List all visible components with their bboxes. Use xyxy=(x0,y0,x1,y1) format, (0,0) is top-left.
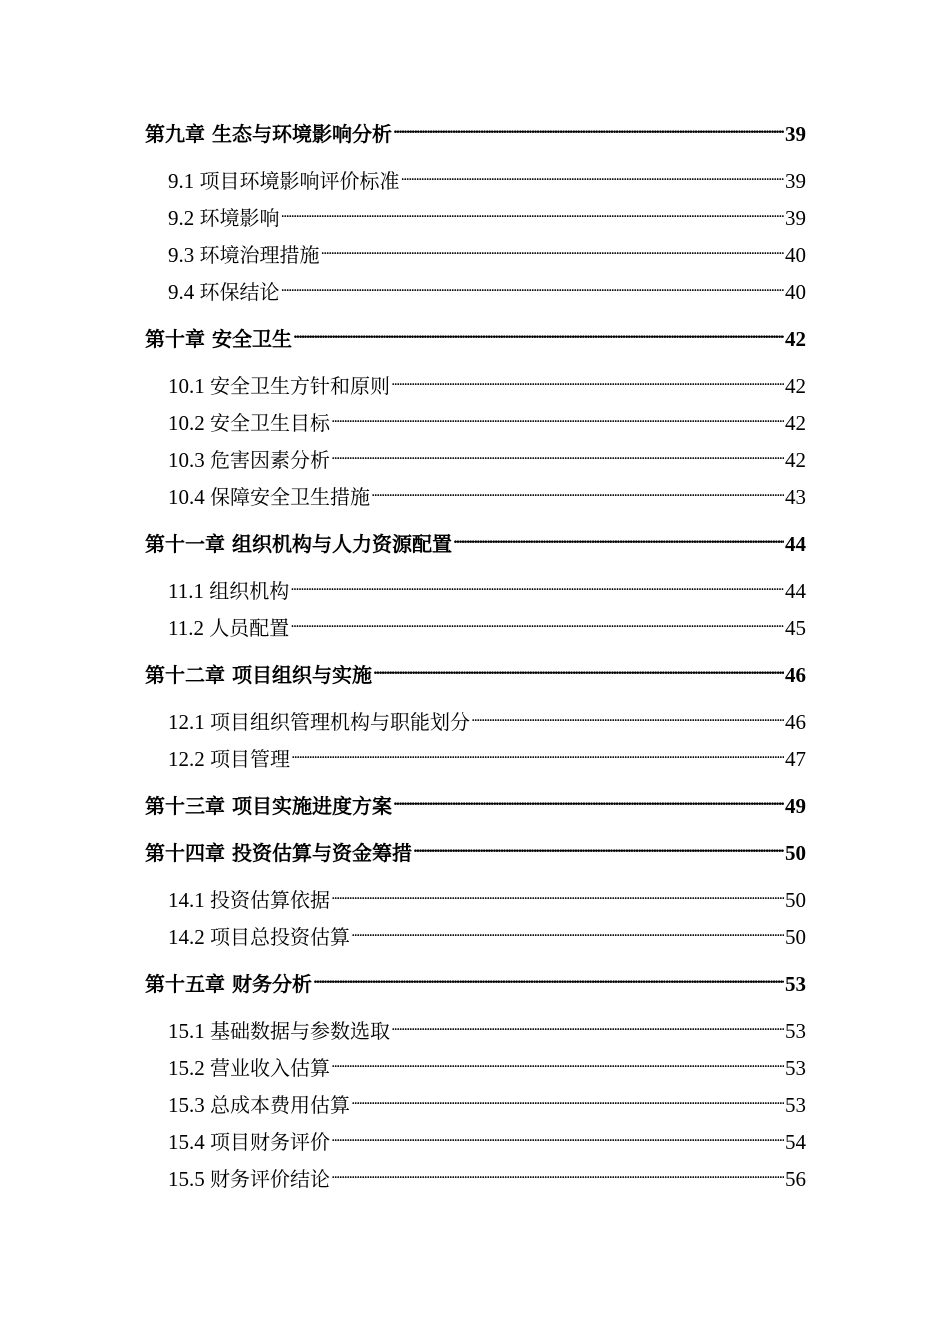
toc-section-title: 安全卫生方针和原则 xyxy=(210,374,390,398)
toc-chapter-entry[interactable] xyxy=(145,834,806,865)
toc-section-title: 环境影响 xyxy=(199,206,280,230)
toc-chapter-entry[interactable] xyxy=(145,656,806,687)
toc-section-title: 项目财务评价 xyxy=(210,1130,330,1154)
toc-page-number: 43 xyxy=(785,485,806,509)
toc-entry-title: 第十三章 项目实施进度方案 xyxy=(145,794,392,818)
toc-section-entry[interactable] xyxy=(145,441,806,472)
toc-page-number: 50 xyxy=(785,841,806,865)
toc-section-number: 14.1 xyxy=(168,888,210,912)
toc-section-number: 11.2 xyxy=(168,616,210,640)
toc-chapter-entry[interactable] xyxy=(145,787,806,818)
toc-section-title: 项目总投资估算 xyxy=(210,925,350,949)
toc-section-number: 15.3 xyxy=(168,1093,210,1117)
toc-section-number: 15.5 xyxy=(168,1167,210,1191)
toc-page-number: 46 xyxy=(785,663,806,687)
toc-section-title: 保障安全卫生措施 xyxy=(210,485,370,509)
toc-entry-title xyxy=(168,410,330,436)
toc-section-number: 10.3 xyxy=(168,448,210,472)
toc-section-entry[interactable] xyxy=(145,1160,806,1191)
toc-page-number: 46 xyxy=(785,710,806,734)
toc-entry-title: 第九章 生态与环境影响分析 xyxy=(145,122,392,146)
toc-section-entry[interactable] xyxy=(145,1012,806,1043)
toc-section-entry[interactable] xyxy=(145,478,806,509)
toc-dot-leader xyxy=(320,236,785,262)
toc-dot-leader xyxy=(392,787,784,813)
toc-entry-title xyxy=(168,168,400,194)
toc-section-title: 营业收入估算 xyxy=(210,1056,330,1080)
toc-dot-leader xyxy=(372,656,784,682)
toc-dot-leader xyxy=(452,525,784,551)
toc-dot-leader xyxy=(292,320,784,346)
toc-section-number: 9.3 xyxy=(168,243,200,267)
toc-page-number: 53 xyxy=(785,1019,806,1043)
toc-dot-leader xyxy=(280,273,785,299)
toc-dot-leader xyxy=(370,478,784,504)
toc-page-number: 42 xyxy=(785,374,806,398)
toc-entry-title xyxy=(168,242,320,268)
toc-page-number: 44 xyxy=(785,579,806,603)
toc-dot-leader xyxy=(330,1123,784,1149)
toc-section-title: 环境治理措施 xyxy=(199,243,320,267)
toc-section-entry[interactable] xyxy=(145,572,806,603)
toc-dot-leader xyxy=(330,404,784,430)
toc-dot-leader xyxy=(330,1160,784,1186)
toc-page-number: 42 xyxy=(785,448,806,472)
toc-section-number: 9.4 xyxy=(168,280,200,304)
toc-section-title: 基础数据与参数选取 xyxy=(210,1019,390,1043)
toc-entry-title: 第十章 安全卫生 xyxy=(145,327,292,351)
toc-chapter-entry[interactable] xyxy=(145,525,806,556)
toc-section-entry[interactable] xyxy=(145,367,806,398)
toc-page-number: 42 xyxy=(785,411,806,435)
toc-section-number: 15.2 xyxy=(168,1056,210,1080)
toc-entry-title xyxy=(168,484,370,510)
toc-section-entry[interactable] xyxy=(145,236,806,267)
toc-page-number: 50 xyxy=(785,888,806,912)
toc-entry-title xyxy=(168,373,390,399)
toc-section-entry[interactable] xyxy=(145,740,806,771)
toc-entry-title xyxy=(168,1092,350,1118)
toc-page-number: 54 xyxy=(785,1130,806,1154)
toc-section-number: 12.2 xyxy=(168,747,210,771)
toc-entry-title xyxy=(168,1166,330,1192)
toc-dot-leader xyxy=(390,367,784,393)
toc-entry-title xyxy=(168,1129,330,1155)
toc-section-title: 项目环境影响评价标准 xyxy=(199,169,400,193)
toc-page-number: 53 xyxy=(785,1093,806,1117)
toc-section-title: 财务评价结论 xyxy=(210,1167,330,1191)
toc-page-number: 50 xyxy=(785,925,806,949)
toc-section-entry[interactable] xyxy=(145,162,806,193)
toc-section-entry[interactable] xyxy=(145,1086,806,1117)
toc-section-entry[interactable] xyxy=(145,881,806,912)
toc-entry-title xyxy=(168,205,280,231)
toc-dot-leader xyxy=(330,441,784,467)
toc-section-entry[interactable] xyxy=(145,1049,806,1080)
toc-section-number: 12.1 xyxy=(168,710,210,734)
toc-section-number: 10.1 xyxy=(168,374,210,398)
toc-dot-leader xyxy=(280,199,785,225)
toc-section-number: 11.1 xyxy=(168,579,210,603)
toc-section-number: 15.4 xyxy=(168,1130,210,1154)
toc-section-title: 组织机构 xyxy=(209,579,290,603)
toc-section-number: 15.1 xyxy=(168,1019,210,1043)
toc-dot-leader xyxy=(289,572,784,598)
toc-page-number: 42 xyxy=(785,327,806,351)
toc-chapter-entry[interactable] xyxy=(145,320,806,351)
toc-entry-title xyxy=(168,887,330,913)
toc-chapter-entry[interactable] xyxy=(145,115,806,146)
toc-dot-leader xyxy=(412,834,784,860)
toc-section-number: 9.1 xyxy=(168,169,200,193)
toc-page-number: 39 xyxy=(785,122,806,146)
toc-section-number: 14.2 xyxy=(168,925,210,949)
toc-entry-title: 第十二章 项目组织与实施 xyxy=(145,663,372,687)
toc-page-number: 39 xyxy=(785,206,806,230)
toc-section-entry[interactable] xyxy=(145,1123,806,1154)
toc-chapter-entry[interactable] xyxy=(145,965,806,996)
toc-page-number: 56 xyxy=(785,1167,806,1191)
toc-section-entry[interactable] xyxy=(145,703,806,734)
toc-page-number: 47 xyxy=(785,747,806,771)
toc-page-number: 53 xyxy=(785,1056,806,1080)
toc-section-entry[interactable] xyxy=(145,404,806,435)
toc-section-title: 安全卫生目标 xyxy=(210,411,330,435)
toc-section-number: 10.4 xyxy=(168,485,210,509)
table-of-contents xyxy=(145,115,806,1207)
toc-section-title: 项目管理 xyxy=(210,747,290,771)
toc-entry-title xyxy=(168,1055,330,1081)
toc-entry-title xyxy=(168,578,289,604)
toc-entry-title xyxy=(168,924,350,950)
toc-section-title: 投资估算依据 xyxy=(210,888,330,912)
toc-entry-title: 第十四章 投资估算与资金筹措 xyxy=(145,841,412,865)
toc-entry-title xyxy=(168,1018,390,1044)
toc-dot-leader xyxy=(330,1049,784,1075)
toc-section-number: 9.2 xyxy=(168,206,200,230)
toc-dot-leader xyxy=(330,881,784,907)
toc-page-number: 45 xyxy=(785,616,806,640)
toc-page-number: 53 xyxy=(785,972,806,996)
toc-entry-title xyxy=(168,279,280,305)
toc-section-entry[interactable] xyxy=(145,273,806,304)
toc-section-title: 环保结论 xyxy=(199,280,280,304)
toc-entry-title xyxy=(168,447,330,473)
toc-entry-title xyxy=(168,709,470,735)
toc-section-entry[interactable] xyxy=(145,918,806,949)
toc-dot-leader xyxy=(392,115,784,141)
toc-section-entry[interactable] xyxy=(145,199,806,230)
toc-section-title: 项目组织管理机构与职能划分 xyxy=(210,710,470,734)
toc-page-number: 44 xyxy=(785,532,806,556)
toc-dot-leader xyxy=(470,703,784,729)
toc-dot-leader xyxy=(390,1012,784,1038)
toc-section-number: 10.2 xyxy=(168,411,210,435)
toc-section-entry[interactable] xyxy=(145,609,806,640)
toc-section-title: 人员配置 xyxy=(209,616,290,640)
toc-dot-leader xyxy=(289,609,784,635)
toc-entry-title xyxy=(168,615,289,641)
toc-entry-title: 第十一章 组织机构与人力资源配置 xyxy=(145,532,452,556)
toc-dot-leader xyxy=(312,965,784,991)
toc-page-number: 39 xyxy=(785,169,806,193)
toc-page-number: 40 xyxy=(785,280,806,304)
toc-dot-leader xyxy=(290,740,784,766)
toc-entry-title: 第十五章 财务分析 xyxy=(145,972,312,996)
toc-section-title: 危害因素分析 xyxy=(210,448,330,472)
toc-entry-title xyxy=(168,746,290,772)
toc-dot-leader xyxy=(400,162,785,188)
toc-dot-leader xyxy=(350,918,784,944)
toc-page-number: 49 xyxy=(785,794,806,818)
toc-page-number: 40 xyxy=(785,243,806,267)
toc-dot-leader xyxy=(350,1086,784,1112)
toc-section-title: 总成本费用估算 xyxy=(210,1093,350,1117)
